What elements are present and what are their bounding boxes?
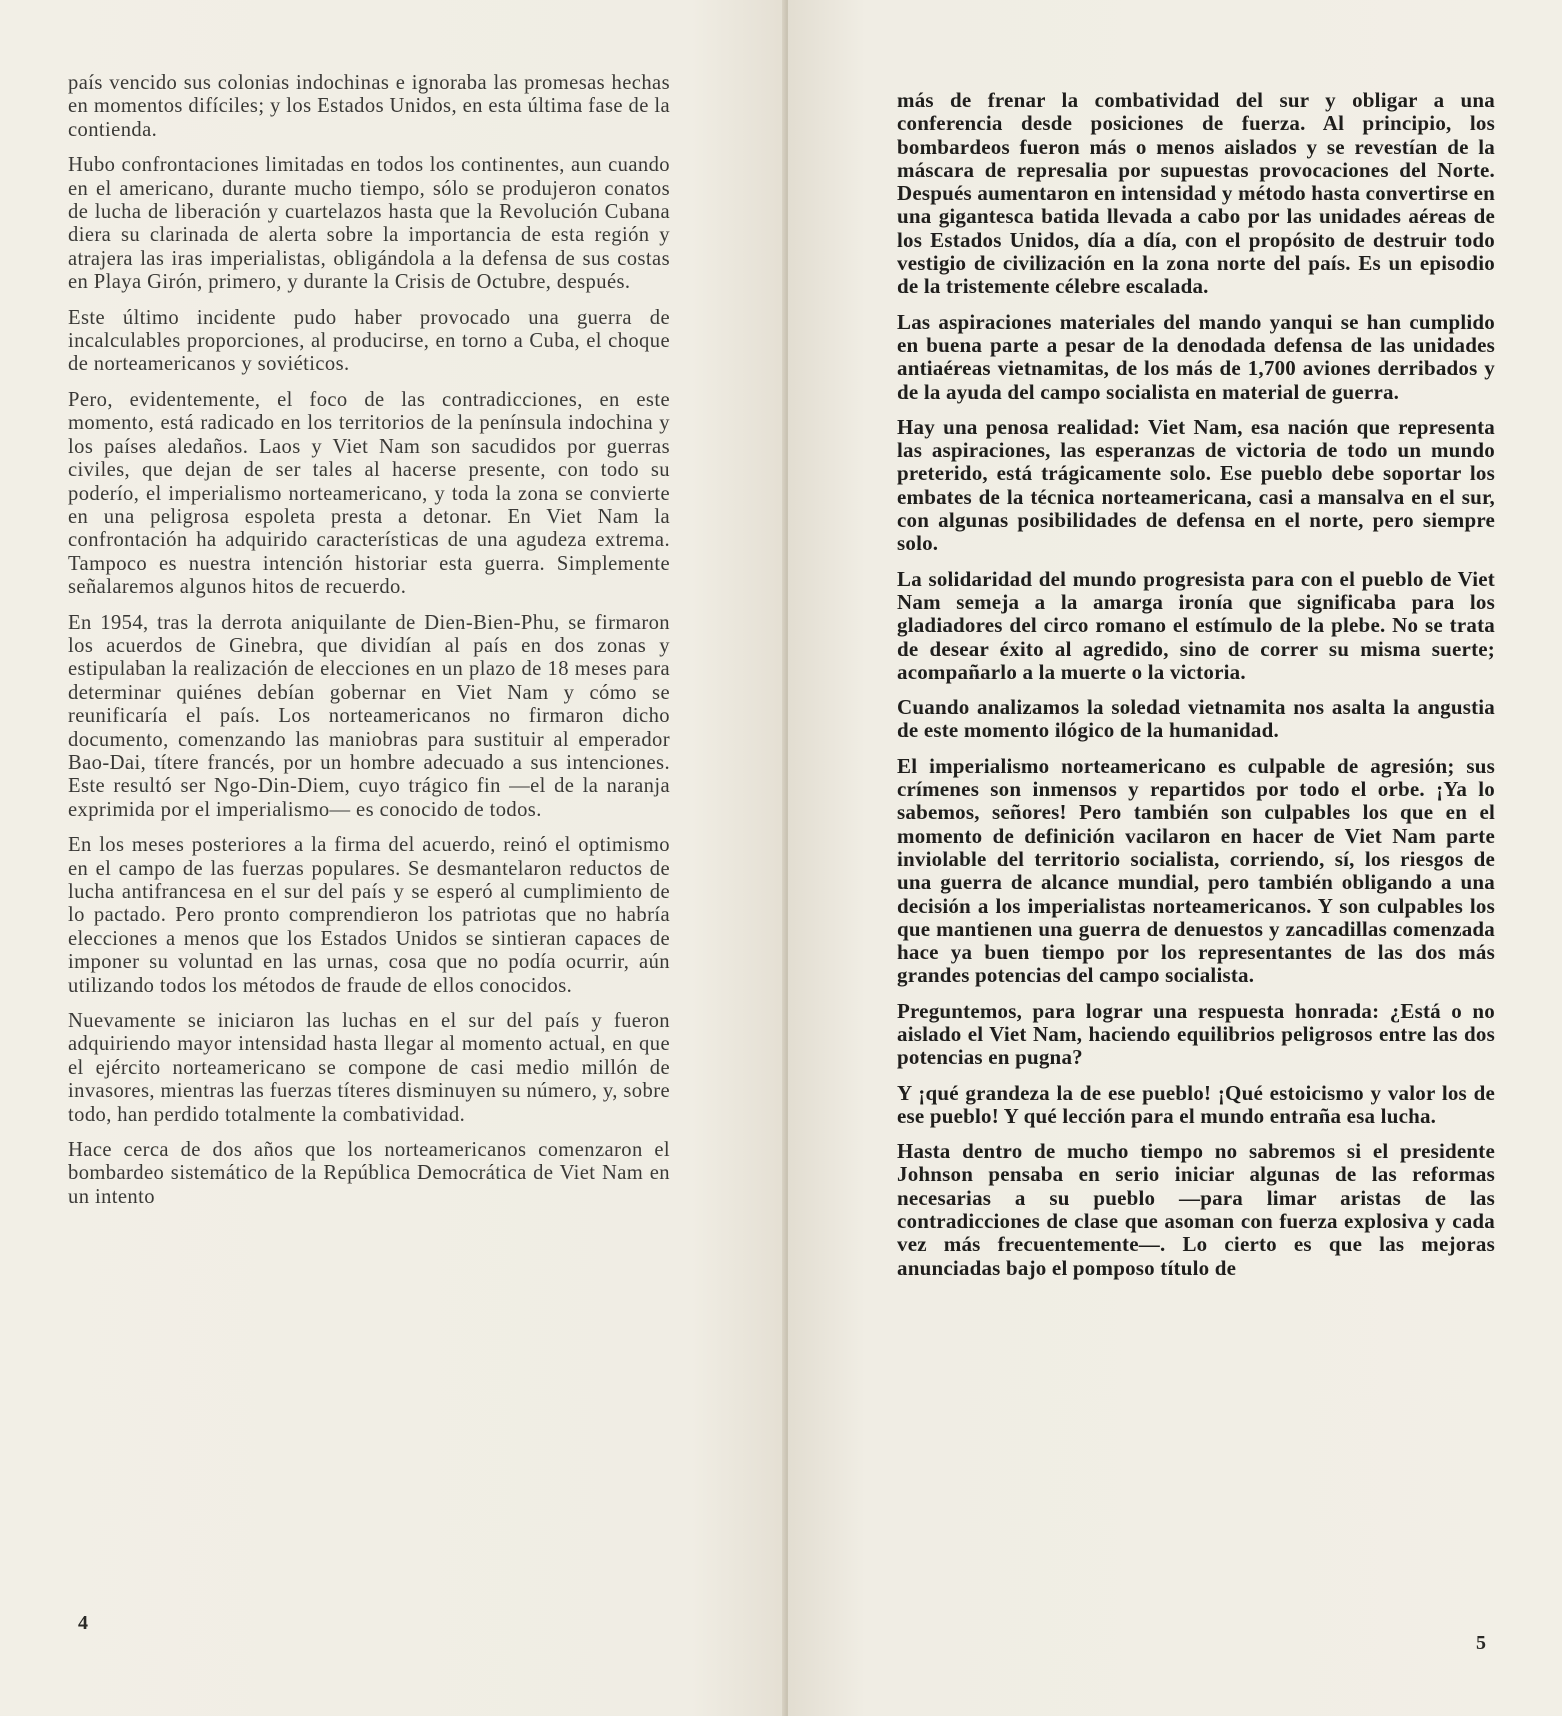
right-paragraph: Hay una penosa realidad: Viet Nam, esa nación que representa las aspiraciones, las esperanzas de victoria de todo un mundo preterido, está trágicamente solo. Ese pueblo debe soportar los embates de la técnica norteamericana, casi a mansalva en el sur, con algunas posibilidades de defensa en el norte, pero siempre solo.	[897, 414, 1495, 556]
right-paragraph: más de frenar la combatividad del sur y obligar a una conferencia desde posiciones de fuerza. Al principio, los bombardeos fueron más o menos aislados y se revestían de la máscara de represalia por supuestas provocaciones del Norte. Después aumentaron en intensidad y método hasta convertirse en una gigantesca batida llevada a cabo por las unidades aéreas de los Estados Unidos, día a día, con el propósito de destruir todo vestigio de civilización en la zona norte del país. Es un episodio de la tristemente célebre escalada.	[897, 88, 1495, 299]
left-paragraph: Hubo confrontaciones limitadas en todos los continentes, aun cuando en el americano, durante mucho tiempo, sólo se produjeron conatos de lucha de liberación y cuartelazos hasta que la Revolución Cubana diera su clarinada de alerta sobre la importancia de esta región y atrajera las iras imperialistas, obligándola a la defensa de sus costas en Playa Girón, primero, y durante la Crisis de Octubre, después.	[68, 154, 670, 294]
left-paragraph: En 1954, tras la derrota aniquilante de Dien-Bien-Phu, se firmaron los acuerdos de Ginebra, que dividían al país en dos zonas y estipulaban la realización de elecciones en un plazo de 18 meses para determinar quiénes debían gobernar en Viet Nam y cómo se reunificaría el país. Los norteamericanos no firmaron dicho documento, comenzando las maniobras para sustituir al emperador Bao-Dai, títere francés, por un hombre adecuado a sus intenciones. Este resultó ser Ngo-Din-Diem, cuyo trágico fin —el de la naranja exprimida por el imperialismo— es conocido de todos.	[68, 611, 670, 821]
left-page-number: 4	[78, 1612, 88, 1634]
right-page-text-column	[897, 89, 1495, 1292]
right-paragraph: Hasta dentro de mucho tiempo no sabremos si el presidente Johnson pensaba en serio iniciar algunas de las reformas necesarias a su pueblo —para limar aristas de las contradicciones de clase que asoman con fuerza explosiva y cada vez más frecuentemente—. Lo cierto es que las mejoras anunciadas bajo el pomposo título de	[897, 1139, 1495, 1280]
left-paragraph: En los meses posteriores a la firma del acuerdo, reinó el optimismo en el campo de las fuerzas populares. Se desmantelaron reductos de lucha antifrancesa en el sur del país y se esperó al cumplimiento de lo pactado. Pero pronto comprendieron los patriotas que no habría elecciones a menos que los Estados Unidos se sintieran capaces de imponer su voluntad en las urnas, cosa que no podía ocurrir, aún utilizando todos los métodos de fraude de ellos conocidos.	[68, 834, 670, 997]
right-page-number: 5	[1476, 1632, 1486, 1654]
right-paragraph: Y ¡qué grandeza la de ese pueblo! ¡Qué estoicismo y valor los de ese pueblo! Y qué lección para el mundo entraña esa lucha.	[897, 1080, 1495, 1128]
right-paragraph: Las aspiraciones materiales del mando yanqui se han cumplido en buena parte a pesar de la denodada defensa de las unidades antiaéreas vietnamitas, de los más de 1,700 aviones derribados y de la ayuda del campo socialista en material de guerra.	[897, 309, 1495, 404]
left-paragraph: Nuevamente se iniciaron las luchas en el sur del país y fueron adquiriendo mayor intensidad hasta llegar al momento actual, en que el ejército norteamericano se compone de casi medio millón de invasores, mientras las fuerzas títeres disminuyen su número, y, sobre todo, han perdido totalmente la combatividad.	[68, 1010, 670, 1126]
right-page	[788, 0, 1562, 1716]
left-paragraph: país vencido sus colonias indochinas e ignoraba las promesas hechas en momentos difíciles; y los Estados Unidos, en esta última fase de la contienda.	[68, 72, 670, 141]
left-paragraph: Pero, evidentemente, el foco de las contradicciones, en este momento, está radicado en los territorios de la península indochina y los países aledaños. Laos y Viet Nam son sacudidos por guerras civiles, que dejan de ser tales al hacerse presente, con todo su poderío, el imperialismo norteamericano, y toda la zona se convierte en una peligrosa espoleta presta a detonar. En Viet Nam la confrontación ha adquirido características de una agudeza extrema. Tampoco es nuestra intención historiar esta guerra. Simplemente señalaremos algunos hitos de recuerdo.	[68, 388, 670, 599]
left-paragraph: Hace cerca de dos años que los norteamericanos comenzaron el bombardeo sistemático de la República Democrática de Viet Nam en un intento	[68, 1139, 670, 1208]
right-paragraph: El imperialismo norteamericano es culpable de agresión; sus crímenes son inmensos y repartidos por todo el orbe. ¡Ya lo sabemos, señores! Pero también son culpables los que en el momento de definición vacilaron en hacer de Viet Nam parte inviolable del territorio socialista, corriendo, sí, los riesgos de una guerra de alcance mundial, pero también obligando a una decisión a los imperialistas norteamericanos. Y son culpables los que mantienen una guerra de denuestos y zancadillas comenzada hace ya buen tiempo por los representantes de las dos más grandes potencias del campo socialista.	[897, 753, 1495, 988]
right-paragraph: La solidaridad del mundo progresista para con el pueblo de Viet Nam semeja a la amarga ironía que significaba para los gladiadores del circo romano el estímulo de la plebe. No se trata de desear éxito al agredido, sino de correr su misma suerte; acompañarlo a la muerte o la victoria.	[897, 566, 1495, 684]
right-paragraph: Cuando analizamos la soledad vietnamita nos asalta la angustia de este momento ilógico de la humanidad.	[897, 695, 1495, 743]
left-paragraph: Este último incidente pudo haber provocado una guerra de incalculables proporciones, al producirse, en torno a Cuba, el choque de norteamericanos y soviéticos.	[68, 306, 670, 376]
right-paragraph: Preguntemos, para lograr una respuesta honrada: ¿Está o no aislado el Viet Nam, haciendo equilibrios peligrosos entre las dos potencias en pugna?	[897, 998, 1495, 1070]
left-page-text-column	[68, 72, 670, 1221]
